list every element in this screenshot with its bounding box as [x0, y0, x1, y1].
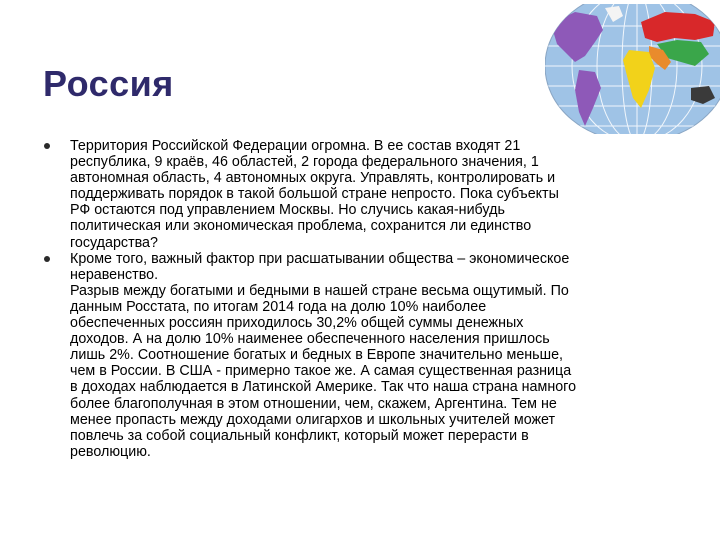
- text-line: автономная область, 4 автономных округа. Управлять, контролировать и: [70, 170, 556, 187]
- text-line: политическая или экономическая проблема, сохранится ли единство: [70, 218, 532, 235]
- text-line: обеспеченных россиян приходилось 30,2% общей суммы денежных: [70, 315, 524, 332]
- text-line: лишь 2%. Соотношение богатых и бедных в Европе значительно меньше,: [70, 347, 564, 364]
- bullet-item: [40, 138, 690, 251]
- text-line: доходов. А на долю 10% наименее обеспеченного населения пришлось: [70, 331, 550, 348]
- text-line: менее пропасть между доходами олигархов и школьных учителей может: [70, 411, 556, 428]
- text-line: Территория Российской Федерации огромна. В ее состав входят 21: [70, 138, 521, 154]
- slide-title: Россия: [43, 63, 174, 104]
- text-line: данным Росстата, по итогам 2014 года на долю 10% наиболее: [70, 298, 487, 315]
- text-line: в доходах наблюдается в Латинской Америке. Так что наша страна намного: [70, 379, 577, 396]
- bullet-marker: [44, 256, 50, 262]
- world-map-globe-icon: [545, 4, 720, 134]
- text-line: более благополучная в этом отношении, чем, скажем, Аргентина. Тем не: [70, 395, 557, 412]
- text-line: неравенство.: [70, 266, 159, 283]
- text-line: революцию.: [70, 443, 151, 460]
- text-line: Кроме того, важный фактор при расшатывании общества – экономическое: [70, 250, 570, 267]
- text-line: РФ остаются под управлением Москвы. Но случись какая-нибудь: [70, 202, 505, 219]
- bullet-marker: [44, 143, 50, 149]
- text-line: республика, 9 краёв, 46 областей, 2 города федерального значения, 1: [70, 154, 539, 171]
- bullet-list: [40, 138, 690, 460]
- text-line: поддерживать порядок в такой большой стране непросто. Пока субъекты: [70, 186, 559, 203]
- text-line: чем в России. В США - примерно такое же. А самая существенная разница: [70, 363, 572, 380]
- bullet-item: [40, 251, 690, 460]
- text-line: Разрыв между богатыми и бедными в нашей стране весьма ощутимый. По: [70, 282, 569, 299]
- text-line: повлечь за собой социальный конфликт, который может перерасти в: [70, 427, 529, 444]
- text-line: государства?: [70, 234, 158, 251]
